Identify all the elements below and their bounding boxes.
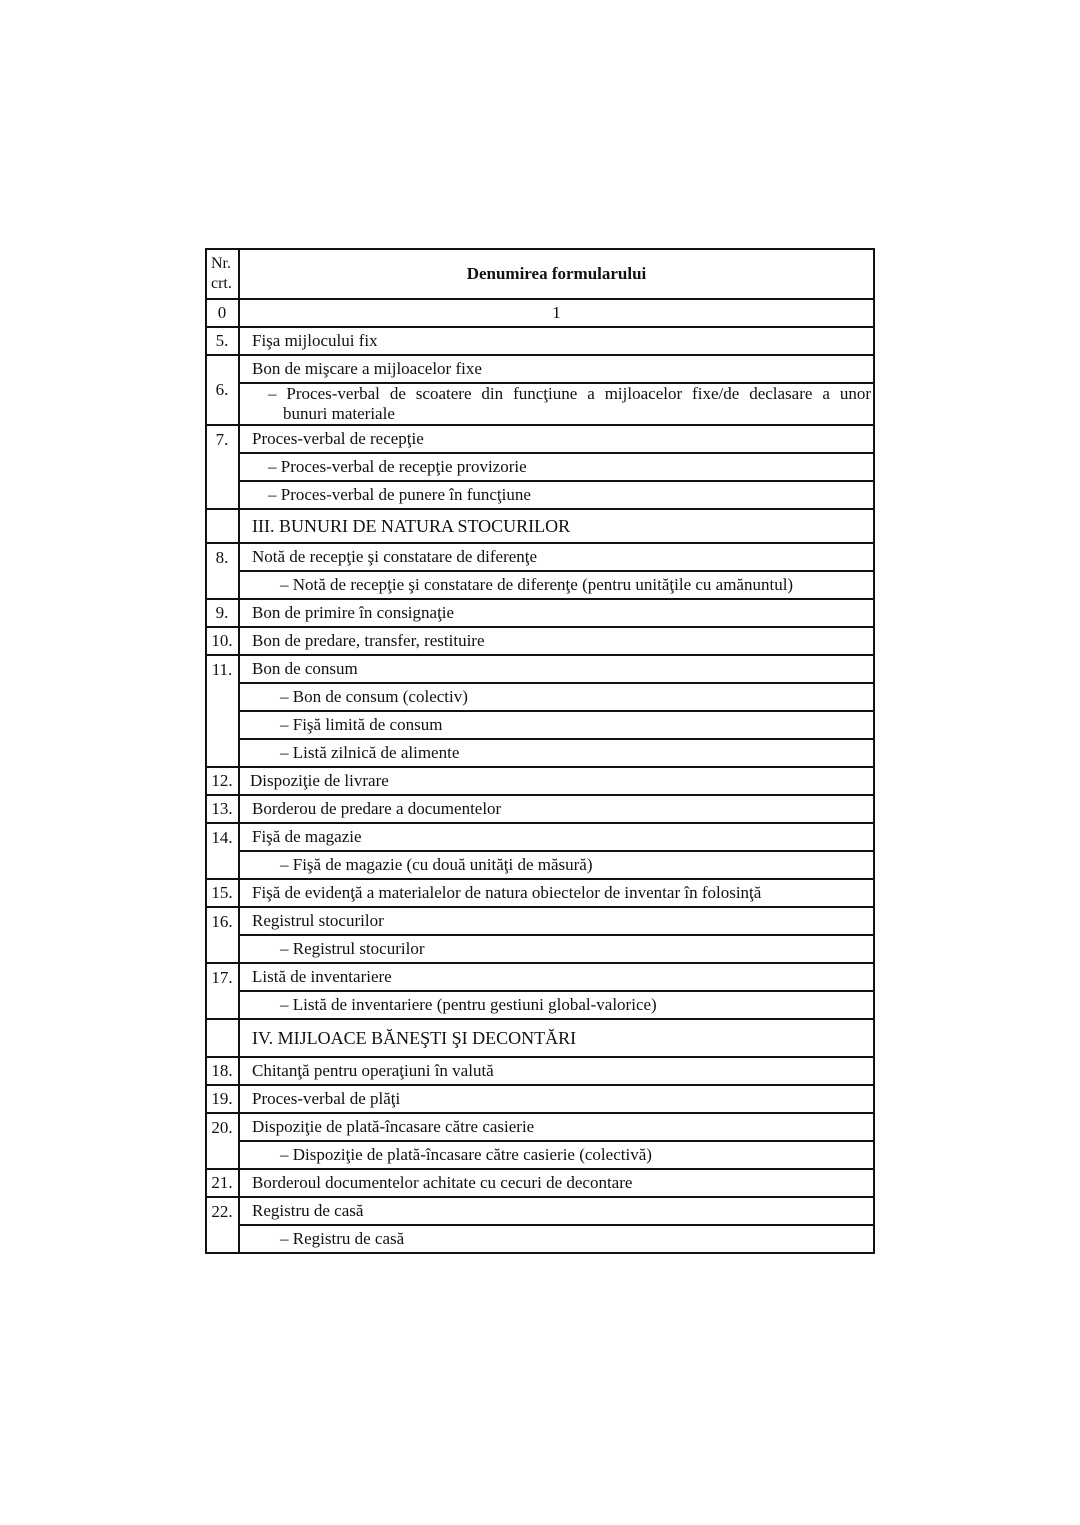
table-row — [206, 711, 874, 739]
table-row — [206, 907, 874, 935]
row-number: 20. — [206, 1113, 239, 1169]
table-row — [206, 1225, 874, 1253]
row-number: 11. — [206, 655, 239, 767]
table-row — [206, 627, 874, 655]
form-subitem: – Registru de casă — [239, 1225, 874, 1253]
table-row — [206, 879, 874, 907]
form-name: Fişă de magazie — [239, 823, 874, 851]
form-name: Dispoziţie de livrare — [239, 767, 874, 795]
table-row — [206, 795, 874, 823]
form-name: Borderoul documentelor achitate cu cecuri de decontare — [239, 1169, 874, 1197]
row-number: 21. — [206, 1169, 239, 1197]
form-name: Notă de recepţie şi constatare de diferenţe — [239, 543, 874, 571]
table-row — [206, 599, 874, 627]
form-name: Listă de inventariere — [239, 963, 874, 991]
forms-table — [205, 248, 875, 1254]
form-name: Bon de predare, transfer, restituire — [239, 627, 874, 655]
section-title: IV. MIJLOACE BĂNEŞTI ŞI DECONTĂRI — [239, 1019, 874, 1057]
row-number: 14. — [206, 823, 239, 879]
form-name: Bon de primire în consignaţie — [239, 599, 874, 627]
form-subitem-line1: – Proces-verbal de scoatere din funcţiune a mijloacelor fixe/de declasare a unor — [268, 384, 871, 403]
form-name: Fişă de evidenţă a materialelor de natura obiectelor de inventar în folosinţă — [239, 879, 874, 907]
form-subitem: – Proces-verbal de punere în funcţiune — [239, 481, 874, 509]
table-row — [206, 767, 874, 795]
row-number: 5. — [206, 327, 239, 355]
table-row — [206, 739, 874, 767]
form-subitem: – Dispoziţie de plată-încasare către casierie (colectivă) — [239, 1141, 874, 1169]
table-row — [206, 1057, 874, 1085]
nr-crt-header — [206, 249, 239, 299]
row-number: 15. — [206, 879, 239, 907]
form-name: Bon de mişcare a mijloacelor fixe — [239, 355, 874, 383]
row-number: 9. — [206, 599, 239, 627]
row-number — [206, 509, 239, 543]
table-row — [206, 383, 874, 425]
form-name: Bon de consum — [239, 655, 874, 683]
column-index-row — [206, 299, 874, 327]
row-number: 22. — [206, 1197, 239, 1253]
form-name: Fişa mijlocului fix — [239, 327, 874, 355]
nr-header-line1: Nr. — [211, 255, 231, 272]
form-subitem: – Fişă de magazie (cu două unităţi de măsură) — [239, 851, 874, 879]
table-row — [206, 1169, 874, 1197]
section-title: III. BUNURI DE NATURA STOCURILOR — [239, 509, 874, 543]
form-name: Dispoziţie de plată-încasare către casierie — [239, 1113, 874, 1141]
table-row — [206, 851, 874, 879]
table-header-row — [206, 249, 874, 299]
table-row — [206, 655, 874, 683]
table-row — [206, 355, 874, 383]
row-number: 8. — [206, 543, 239, 599]
form-subitem — [239, 383, 874, 425]
row-number: 10. — [206, 627, 239, 655]
row-number: 16. — [206, 907, 239, 963]
table-row — [206, 935, 874, 963]
form-name-header: Denumirea formularului — [239, 249, 874, 299]
table-row — [206, 683, 874, 711]
form-name: Borderou de predare a documentelor — [239, 795, 874, 823]
form-subitem-line2: bunuri materiale — [283, 404, 395, 423]
row-number: 6. — [206, 355, 239, 425]
table-row — [206, 823, 874, 851]
row-number: 12. — [206, 767, 239, 795]
column-index-1: 1 — [239, 299, 874, 327]
table-row — [206, 327, 874, 355]
row-number: 7. — [206, 425, 239, 509]
form-subitem: – Registrul stocurilor — [239, 935, 874, 963]
row-number — [206, 1019, 239, 1057]
table-row — [206, 543, 874, 571]
nr-header-line2: crt. — [211, 275, 232, 292]
table-row — [206, 1141, 874, 1169]
column-index-0: 0 — [206, 299, 239, 327]
table-row — [206, 1197, 874, 1225]
form-subitem: – Notă de recepţie şi constatare de diferenţe (pentru unităţile cu amănuntul) — [239, 571, 874, 599]
form-subitem: – Bon de consum (colectiv) — [239, 683, 874, 711]
form-name: Proces-verbal de recepţie — [239, 425, 874, 453]
form-subitem: – Listă de inventariere (pentru gestiuni global-valorice) — [239, 991, 874, 1019]
form-subitem: – Listă zilnică de alimente — [239, 739, 874, 767]
table-row — [206, 991, 874, 1019]
section-row — [206, 509, 874, 543]
table-row — [206, 481, 874, 509]
form-name: Registrul stocurilor — [239, 907, 874, 935]
row-number: 17. — [206, 963, 239, 1019]
form-name: Proces-verbal de plăţi — [239, 1085, 874, 1113]
table-row — [206, 1085, 874, 1113]
row-number: 13. — [206, 795, 239, 823]
form-name: Chitanţă pentru operaţiuni în valută — [239, 1057, 874, 1085]
table-row — [206, 963, 874, 991]
form-subitem: – Proces-verbal de recepţie provizorie — [239, 453, 874, 481]
form-name: Registru de casă — [239, 1197, 874, 1225]
row-number: 18. — [206, 1057, 239, 1085]
table-row — [206, 1113, 874, 1141]
table-row — [206, 571, 874, 599]
table-row — [206, 425, 874, 453]
section-row — [206, 1019, 874, 1057]
form-subitem: – Fişă limită de consum — [239, 711, 874, 739]
row-number: 19. — [206, 1085, 239, 1113]
table-row — [206, 453, 874, 481]
